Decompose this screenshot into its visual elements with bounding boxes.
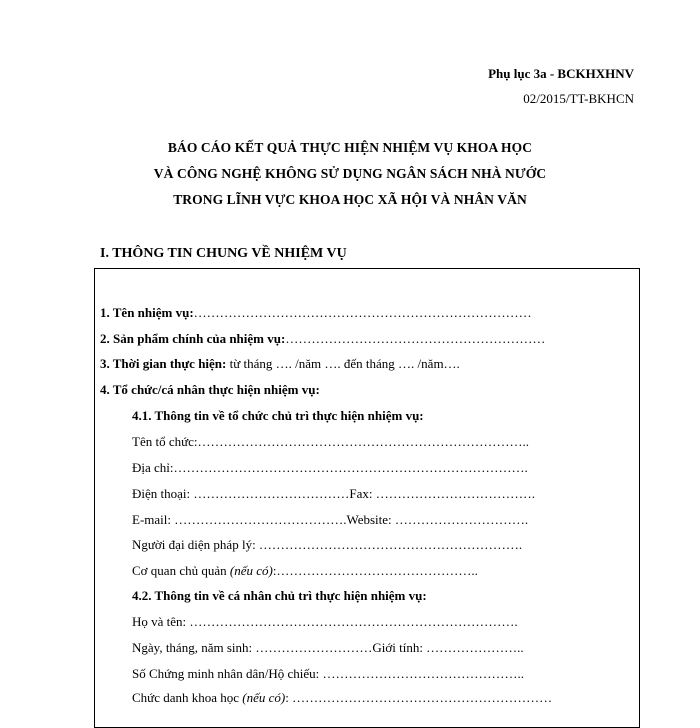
- managing-agency-note: (nếu có): [229, 563, 273, 578]
- managing-agency-row: [132, 563, 478, 579]
- section-heading: I. THÔNG TIN CHUNG VỀ NHIỆM VỤ: [100, 246, 347, 261]
- task-name-field: ……………………………………………………………………: [193, 305, 532, 320]
- managing-agency-label: Cơ quan chủ quản: [132, 563, 230, 578]
- org-phone-fax-field: Điện thoại: ………………………………Fax: ……………………………….: [132, 486, 535, 501]
- duration-field: từ tháng …. /năm …. đến tháng …. /năm….: [226, 356, 460, 371]
- legal-representative-field: Người đại diện pháp lý: …………………………………………………….: [132, 537, 523, 552]
- id-passport-field: Số Chứng minh nhân dân/Hộ chiếu: ………………………………………..: [132, 666, 524, 681]
- managing-agency-field: :………………………………………..: [272, 563, 478, 578]
- task-name-row: [100, 305, 532, 321]
- academic-title-row: [132, 690, 552, 706]
- org-name-field: Tên tổ chức:…………………………………………………………………..: [132, 434, 530, 449]
- report-title-line-1: BÁO CÁO KẾT QUẢ THỰC HIỆN NHIỆM VỤ KHOA HỌC: [167, 140, 533, 155]
- report-title-line-3: TRONG LĨNH VỰC KHOA HỌC XÃ HỘI VÀ NHÂN VĂN: [173, 192, 527, 207]
- duration-row: [100, 356, 460, 372]
- person-info-heading: 4.2. Thông tin về cá nhân chủ trì thực hiện nhiệm vụ:: [132, 588, 427, 603]
- duration-label: 3. Thời gian thực hiện:: [100, 356, 227, 371]
- circular-number: 02/2015/TT-BKHCN: [523, 91, 634, 106]
- main-product-field: ……………………………………………………: [285, 331, 546, 346]
- appendix-code: Phụ lục 3a - BCKHXHNV: [488, 66, 634, 81]
- org-info-heading: 4.1. Thông tin về tổ chức chủ trì thực hiện nhiệm vụ:: [132, 408, 424, 423]
- academic-title-field: : ……………………………………………………: [285, 690, 553, 705]
- full-name-field: Họ và tên: ………………………………………………………………….: [132, 614, 518, 629]
- org-address-field: Địa chỉ:……………………………………………………………………….: [132, 460, 528, 475]
- academic-title-label: Chức danh khoa học: [132, 690, 243, 705]
- academic-title-note: (nếu có): [242, 690, 286, 705]
- org-email-website-field: E-mail: ………………………………….Website: ………………………….: [132, 512, 529, 527]
- dob-gender-field: Ngày, tháng, năm sinh: ………………………Giới tính: …………………..: [132, 640, 524, 655]
- main-product-label: 2. Sản phẩm chính của nhiệm vụ:: [100, 331, 286, 346]
- task-name-label: 1. Tên nhiệm vụ:: [100, 305, 194, 320]
- org-individual-heading: 4. Tổ chức/cá nhân thực hiện nhiệm vụ:: [100, 382, 320, 397]
- report-title-line-2: VÀ CÔNG NGHỆ KHÔNG SỬ DỤNG NGÂN SÁCH NHÀ NƯỚC: [153, 166, 547, 181]
- main-product-row: [100, 331, 545, 347]
